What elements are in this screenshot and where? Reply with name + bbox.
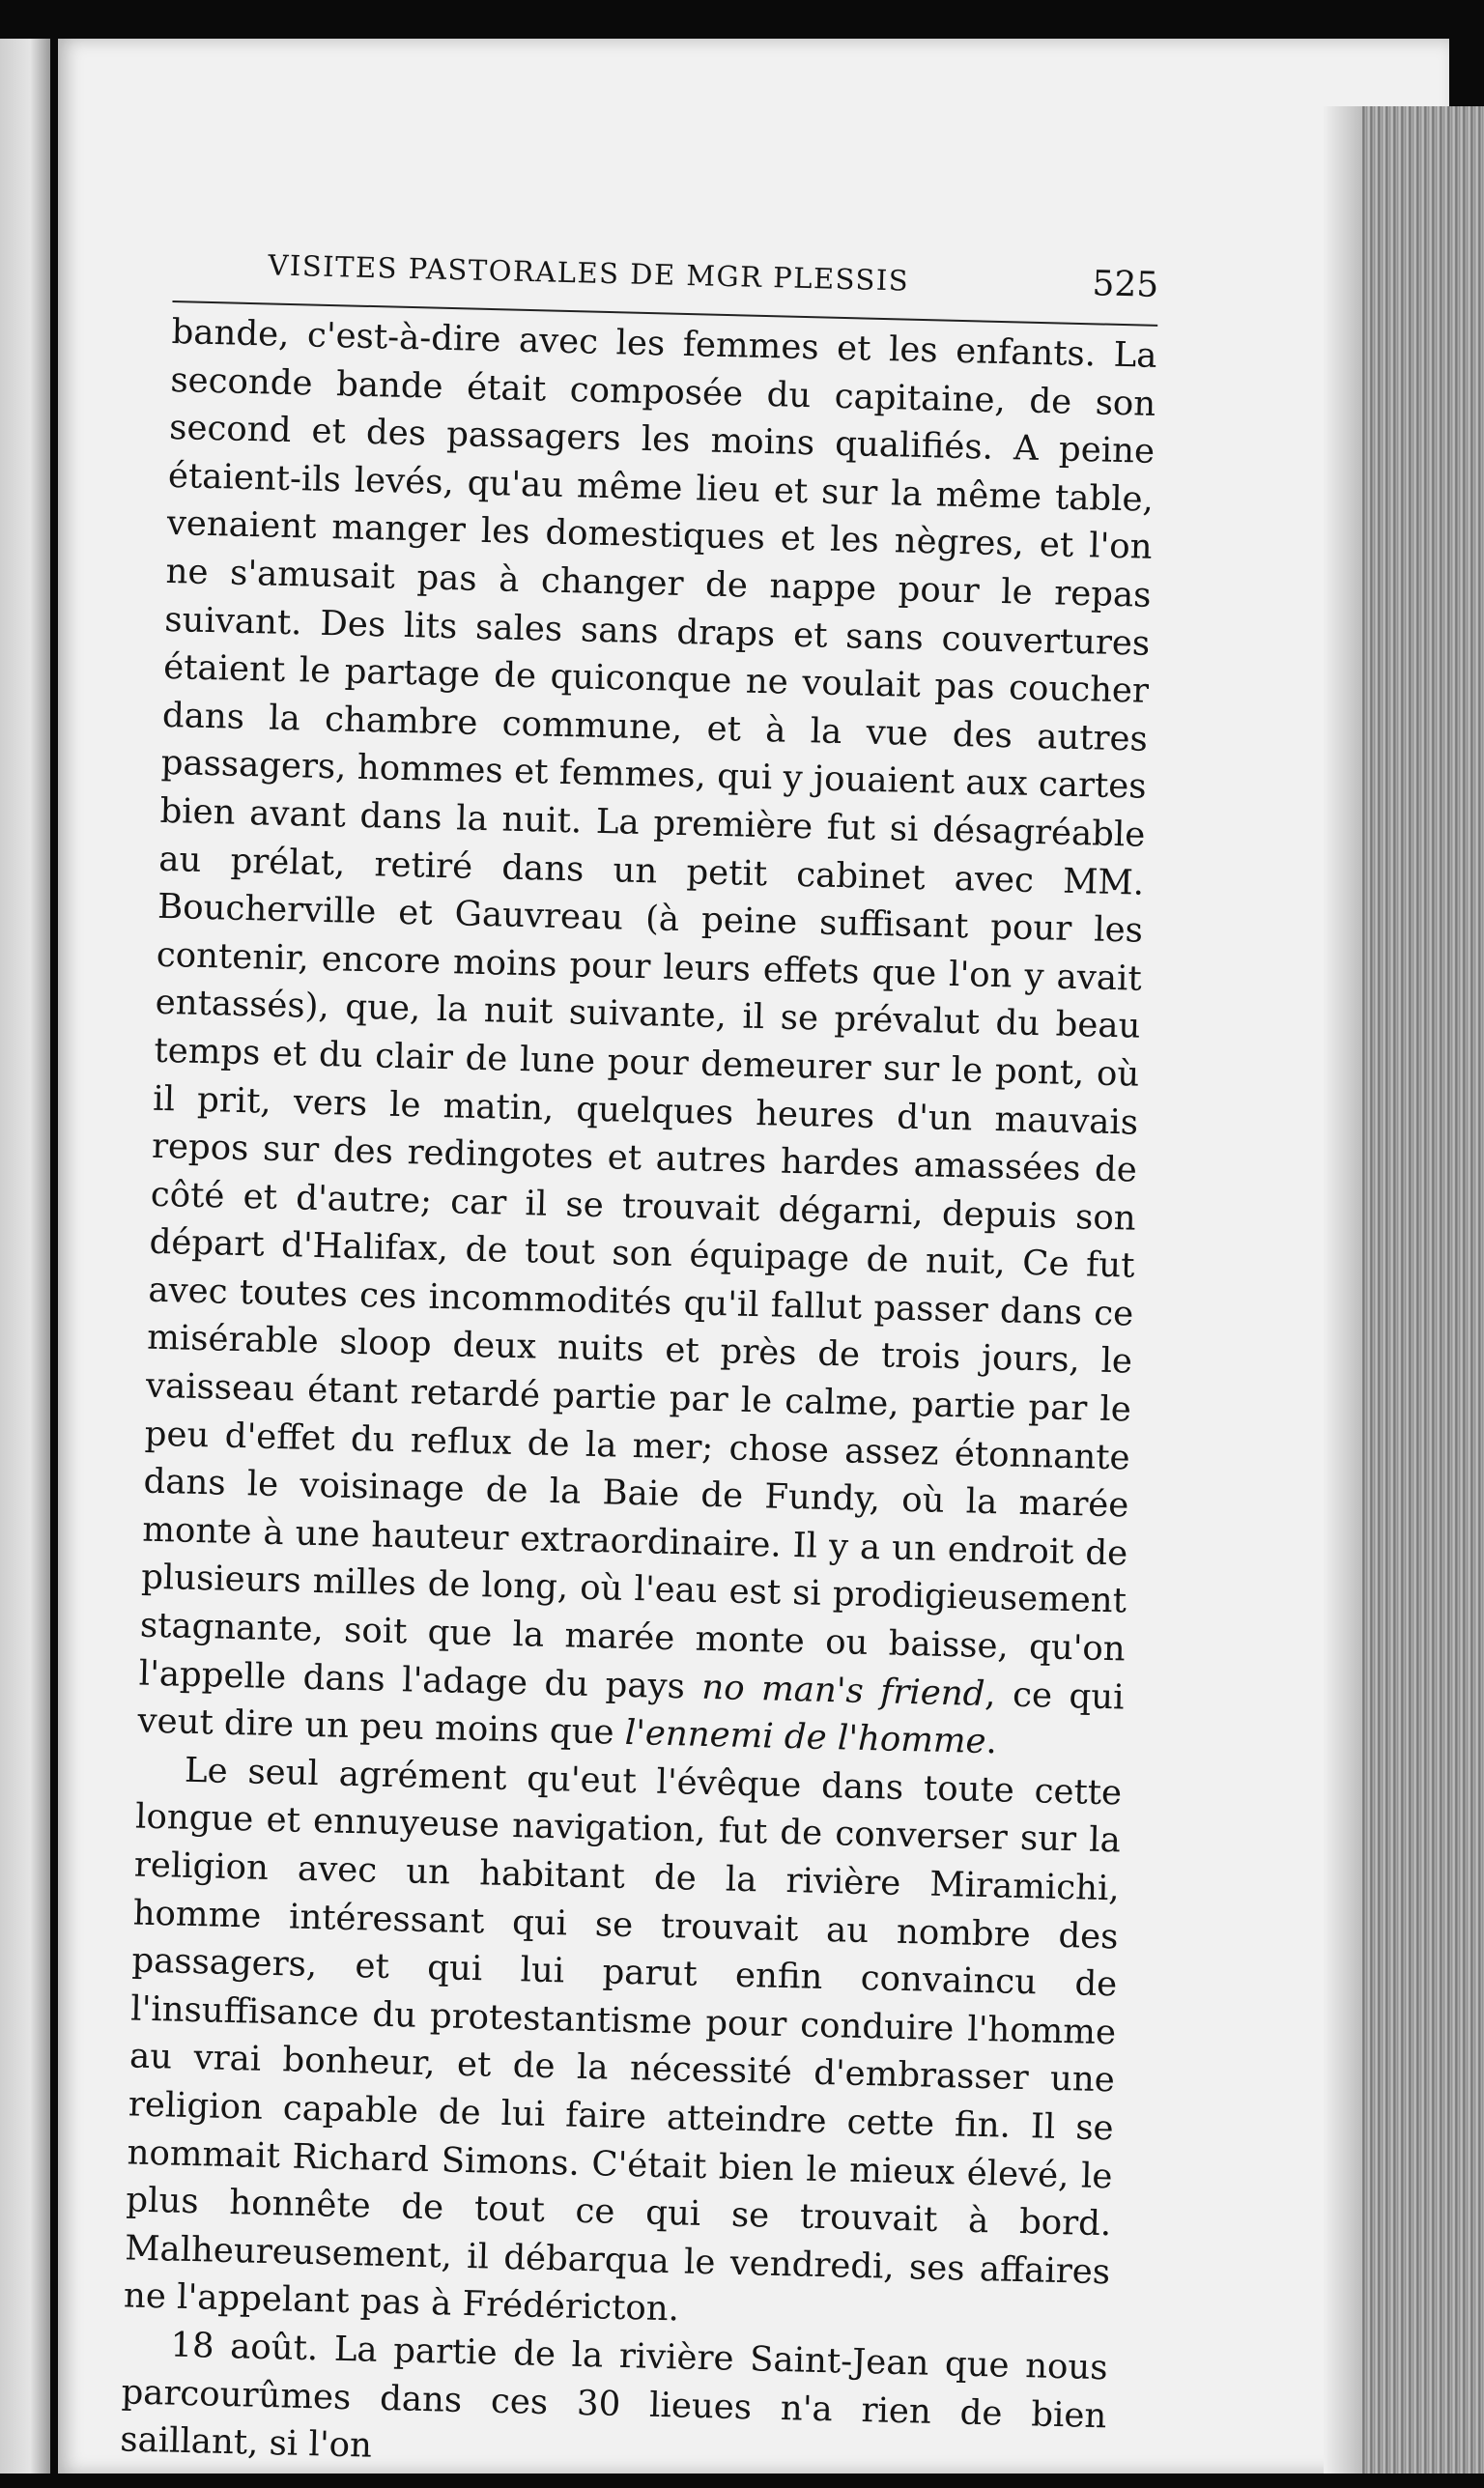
paragraph-3: 18 août. La partie de la rivière Saint-Jean que nous parcourûmes dans ces 30 lieues n'a rien de bien saillant, si l'on bbox=[119, 2325, 1109, 2466]
page-stack-edges bbox=[1343, 106, 1484, 2474]
page-content bbox=[120, 242, 1159, 2488]
paragraph-1 bbox=[137, 308, 1157, 1769]
page-number: 525 bbox=[1091, 264, 1159, 305]
italic-phrase: no man's friend bbox=[700, 1667, 985, 1714]
running-title: VISITES PASTORALES DE MGR PLESSIS bbox=[268, 248, 910, 298]
paragraph-1-end: . bbox=[985, 1722, 998, 1762]
paragraph-2: Le seul agrément qu'eut l'évêque dans toute cette longue et ennuyeuse navigation, fut de converser sur la religion avec un habitant de la rivière Miramichi, homme intéressant qui se trouvait au nombre des passagers, et qui lui parut enfin convaincu de l'insuffisance du protestantisme pour conduire l'homme au vrai bonheur, et de la nécessité d'embrasser une religion capable de lui faire atteindre cette fin. Il se nommait Richard Simons. C'était bien le mieux élevé, le plus honnête de tout ce qui se trouvait à bord. Malheureusement, il débarqua le vendredi, ses affaires ne l'appelant pas à Frédéricton. bbox=[123, 1750, 1123, 2330]
body-text bbox=[120, 308, 1157, 2488]
italic-phrase: l'ennemi de l'homme bbox=[624, 1713, 987, 1762]
paragraph-1-text: bande, c'est-à-dire avec les femmes et les enfants. La seconde bande était composée du capitaine, de son second et des passagers les moins qualifiés. A peine étaient-ils levés, qu'au même lieu et sur la même table, venaient manger les domestiques et les nègres, et l'on ne s'amusait pas à changer de nappe pour le repas suivant. Des lits sales sans draps et sans couvertures étaient le partage de quiconque ne voulait pas coucher dans la chambre commune, et à la vue des autres passagers, hommes et femmes, qui y jouaient aux cartes bien avant dans la nuit. La première fut si désagréable au prélat, retiré dans un petit cabinet avec MM. Boucherville et Gauvreau (à peine suffisant pour les contenir, encore moins pour leurs effets que l'on y avait entassés), que, la nuit suivante, il se prévalut du beau temps et du clair de lune pour demeurer sur le pont, où il prit, vers le matin, quelques heures d'un mauvais repos sur des redingotes et autres hardes amassées de côté et d'autre; car il se trouvait dégarni, depuis son départ d'Halifax, de tout son équipage de nuit, Ce fut avec toutes ces incommodités qu'il fallut passer dans ce misérable sloop deux nuits et près de trois jours, le vaisseau étant retardé partie par le calme, partie par le peu d'effet du reflux de la mer; chose assez étonnante dans le voisinage de la Baie de Fundy, où la marée monte à une hauteur extraordinaire. Il y a un endroit de plusieurs milles de long, où l'eau est si prodigieusement stagnante, soit que la marée monte ou baisse, qu'on l'appelle dans l'adage du pays bbox=[138, 311, 1157, 1707]
adjacent-page-edge bbox=[0, 39, 50, 2474]
paragraph-1-middle: , ce qui veut dire un peu moins que bbox=[137, 1673, 1126, 1754]
